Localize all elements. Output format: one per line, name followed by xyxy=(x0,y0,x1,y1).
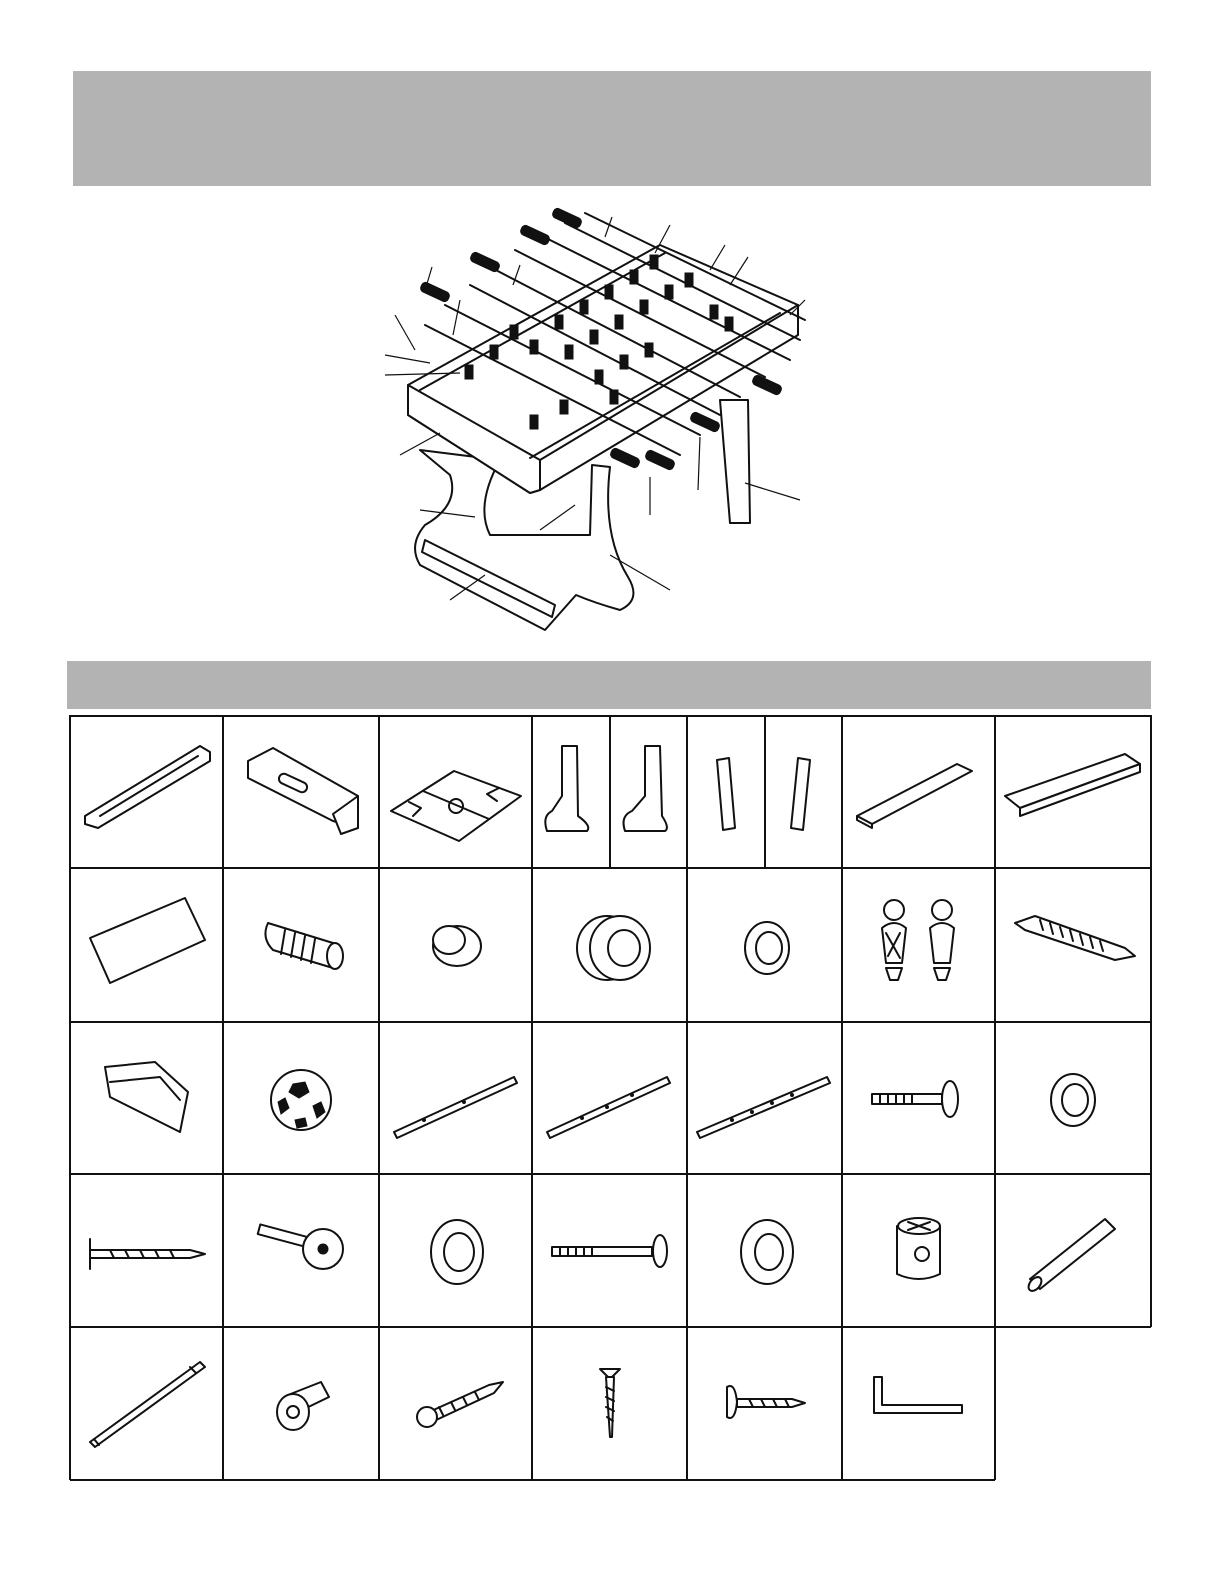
cross-beam-icon xyxy=(842,716,995,868)
part-end-panel xyxy=(223,716,379,868)
part-barrel-nut xyxy=(842,1174,995,1327)
part-flat-panel xyxy=(70,868,223,1022)
title-banner xyxy=(73,71,1151,186)
part-leg-brace-b xyxy=(765,716,842,868)
end-cap-icon xyxy=(379,868,532,1022)
part-mushroom-screw xyxy=(687,1327,842,1480)
short-rod-icon xyxy=(379,1022,532,1174)
mushroom-screw-icon xyxy=(687,1327,842,1480)
part-rubber-bumper xyxy=(532,868,687,1022)
part-knob-bolt xyxy=(223,1174,379,1327)
part-washer xyxy=(687,868,842,1022)
part-cross-beam xyxy=(842,716,995,868)
handle-grip-icon xyxy=(223,868,379,1022)
part-long-rod xyxy=(687,1022,842,1174)
part-leg-brace-a xyxy=(687,716,765,868)
part-allen-key xyxy=(842,1327,995,1480)
part-flat-washer xyxy=(995,1022,1151,1174)
leg-left-icon xyxy=(532,716,610,868)
part-spacer-washer xyxy=(687,1174,842,1327)
long-hex-bolt-icon xyxy=(532,1174,687,1327)
spacer-washer-icon xyxy=(687,1174,842,1327)
dowel-icon xyxy=(995,1174,1151,1327)
part-pan-head-screw xyxy=(379,1327,532,1480)
long-rod-icon xyxy=(687,1022,842,1174)
part-threaded-rod xyxy=(70,1327,223,1480)
end-panel-icon xyxy=(223,716,379,868)
part-hex-bolt xyxy=(842,1022,995,1174)
leg-right-icon xyxy=(610,716,687,868)
hex-bolt-icon xyxy=(842,1022,995,1174)
flat-washer-icon xyxy=(995,1022,1151,1174)
part-medium-rod xyxy=(532,1022,687,1174)
part-sleeve-nut xyxy=(223,1327,379,1480)
washer-icon xyxy=(687,868,842,1022)
part-leg-left xyxy=(532,716,610,868)
leg-brace-a-icon xyxy=(687,716,765,868)
part-dowel xyxy=(995,1174,1151,1327)
score-counter-icon xyxy=(995,868,1151,1022)
rubber-bumper-icon xyxy=(532,868,687,1022)
ring-washer-icon xyxy=(379,1174,532,1327)
part-goal-box xyxy=(70,1022,223,1174)
side-rail-icon xyxy=(70,716,223,868)
goal-box-icon xyxy=(70,1022,223,1174)
player-figures-icon xyxy=(842,868,995,1022)
wood-screw-icon xyxy=(70,1174,223,1327)
part-player-figures xyxy=(842,868,995,1022)
part-ring-washer xyxy=(379,1174,532,1327)
soccer-ball-icon xyxy=(223,1022,379,1174)
allen-key-icon xyxy=(842,1327,995,1480)
playfield-icon xyxy=(379,716,532,868)
part-wood-screw xyxy=(70,1174,223,1327)
part-flat-head-screw xyxy=(532,1327,687,1480)
leg-brace-b-icon xyxy=(765,716,842,868)
part-leg-right xyxy=(610,716,687,868)
angled-panel-icon xyxy=(995,716,1151,868)
part-long-hex-bolt xyxy=(532,1174,687,1327)
part-end-cap xyxy=(379,868,532,1022)
flat-panel-icon xyxy=(70,868,223,1022)
medium-rod-icon xyxy=(532,1022,687,1174)
sleeve-nut-icon xyxy=(223,1327,379,1480)
part-soccer-ball xyxy=(223,1022,379,1174)
part-angled-panel xyxy=(995,716,1151,868)
assembled-table-diagram xyxy=(380,205,830,650)
part-playfield xyxy=(379,716,532,868)
part-score-counter xyxy=(995,868,1151,1022)
part-handle-grip xyxy=(223,868,379,1022)
barrel-nut-icon xyxy=(842,1174,995,1327)
pan-head-screw-icon xyxy=(379,1327,532,1480)
flat-head-screw-icon xyxy=(532,1327,687,1480)
part-short-rod xyxy=(379,1022,532,1174)
threaded-rod-icon xyxy=(70,1327,223,1480)
parts-banner xyxy=(67,661,1151,709)
part-side-rail xyxy=(70,716,223,868)
knob-bolt-icon xyxy=(223,1174,379,1327)
